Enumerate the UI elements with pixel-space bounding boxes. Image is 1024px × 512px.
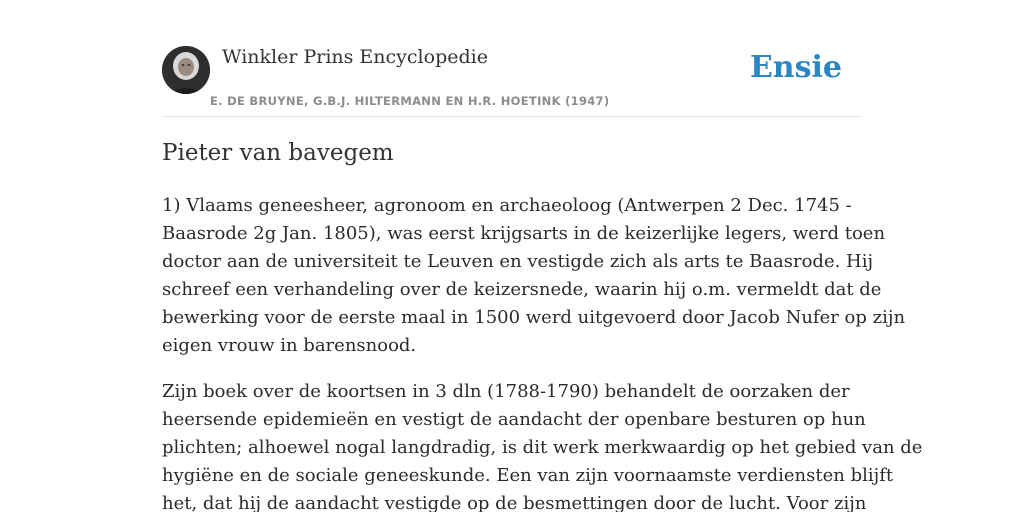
article-body	[162, 192, 923, 512]
text-line: bewerking voor de eerste maal in 1500 werd uitgevoerd door Jacob Nufer op zijn	[162, 307, 906, 328]
text-line: eigen vrouw in barensnood.	[162, 335, 417, 356]
source-authors: E. DE BRUYNE, G.B.J. HILTERMANN EN H.R. HOETINK (1947)	[210, 94, 610, 108]
text-line: doctor aan de universiteit te Leuven en vestigde zich als arts te Baasrode. Hij	[162, 251, 874, 272]
text-line: plichten; alhoewel nogal langdradig, is dit werk merkwaardig op het gebied van de	[162, 437, 923, 458]
text-line: Baasrode 2g Jan. 1805), was eerst krijgsarts in de keizerlijke legers, werd toen	[162, 223, 886, 244]
text-line: het, dat hij de aandacht vestigde op de besmettingen door de lucht. Voor zijn	[162, 493, 867, 512]
page	[162, 0, 923, 512]
text-line: Zijn boek over de koortsen in 3 dln (1788-1790) behandelt de oorzaken der	[162, 381, 850, 402]
source-header	[162, 44, 862, 117]
text-line: heersende epidemieën en vestigt de aandacht der openbare besturen op hun	[162, 409, 866, 430]
text-line: schreef een verhandeling over de keizersnede, waarin hij o.m. vermeldt dat de	[162, 279, 882, 300]
source-title[interactable]: Winkler Prins Encyclopedie	[222, 46, 488, 68]
article-paragraph	[162, 378, 923, 512]
text-line: hygiëne en de sociale geneeskunde. Een van zijn voornaamste verdiensten blijft	[162, 465, 894, 486]
text-line: 1) Vlaams geneesheer, agronoom en archaeoloog (Antwerpen 2 Dec. 1745 -	[162, 195, 852, 216]
article-title: Pieter van bavegem	[162, 140, 394, 166]
author-portrait-icon[interactable]	[162, 46, 210, 94]
article-paragraph	[162, 192, 906, 360]
brand-logo[interactable]: Ensie	[749, 50, 842, 85]
